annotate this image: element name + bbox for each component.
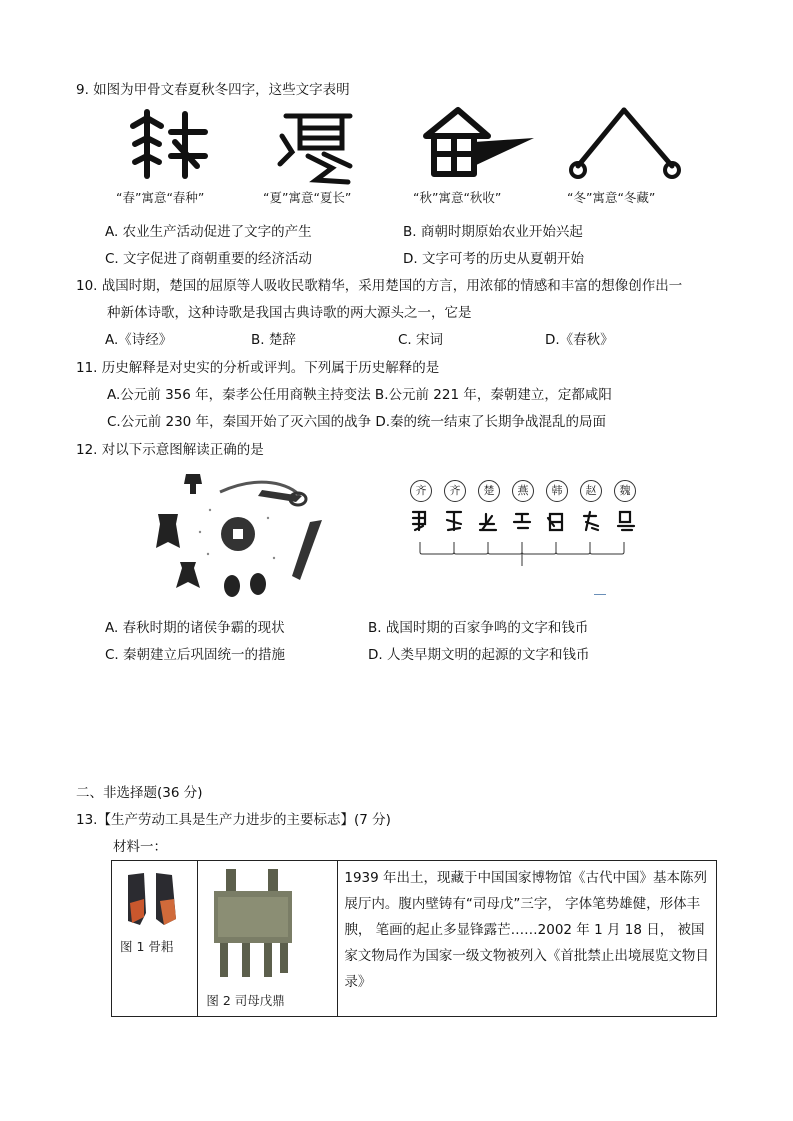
q12-option-b[interactable]: B. 战国时期的百家争鸣的文字和钱币 — [368, 620, 589, 636]
q9-option-d[interactable]: D. 文字可考的历史从夏朝开始 — [403, 251, 584, 267]
warring-states-coins-image — [150, 462, 325, 602]
q12-stem: 12. 对以下示意图解读正确的是 — [76, 442, 264, 458]
state-label: 齐 — [444, 480, 466, 502]
q10-stem-line1: 10. 战国时期，楚国的屈原等人吸收民歌精华，采用楚国的方言，用浓郁的情感和丰富的想像创作出一 — [76, 278, 683, 294]
oracle-chun-glyph — [125, 104, 215, 184]
fig2-caption: 图 2 司母戊鼎 — [206, 993, 285, 1008]
q10-stem-line2: 种新体诗歌，这种诗歌是我国古典诗歌的两大源头之一，它是 — [107, 305, 472, 321]
state-label: 燕 — [512, 480, 534, 502]
material-label: 材料一： — [113, 839, 167, 855]
q9-option-c[interactable]: C. 文字促进了商朝重要的经济活动 — [105, 251, 313, 267]
ancient-ma-scripts — [400, 504, 640, 574]
state-label: 韩 — [546, 480, 568, 502]
material-table — [111, 860, 717, 1017]
q10-option-a[interactable]: A.《诗经》 — [105, 332, 173, 348]
q10-option-b[interactable]: B. 楚辞 — [251, 332, 296, 348]
state-label: 齐 — [410, 480, 432, 502]
q12-option-a[interactable]: A. 春秋时期的诸侯争霸的现状 — [105, 620, 285, 636]
q10-option-c[interactable]: C. 宋词 — [398, 332, 444, 348]
fig1-caption: 图 1 骨耜 — [120, 939, 174, 954]
q11-options-ab[interactable]: A.公元前 356 年，秦孝公任用商鞅主持变法 B.公元前 221 年，秦朝建立，定都咸阳 — [107, 387, 612, 403]
stray-mark — [594, 594, 606, 595]
oracle-qiu-glyph — [418, 104, 538, 184]
oracle-xia-glyph — [272, 108, 362, 188]
bone-spade-image — [122, 869, 188, 929]
state-label: 魏 — [614, 480, 636, 502]
state-label: 赵 — [580, 480, 602, 502]
q12-option-d[interactable]: D. 人类早期文明的起源的文字和钱币 — [368, 647, 590, 663]
state-label: 楚 — [478, 480, 500, 502]
section2-title: 二、非选择题(36 分) — [76, 785, 203, 801]
caption-chun: “春”寓意“春种” — [116, 190, 205, 205]
fig1-cell — [112, 861, 198, 1017]
caption-dong: “冬”寓意“冬藏” — [567, 190, 656, 205]
simuwu-ding-image — [208, 867, 298, 979]
q10-option-d[interactable]: D.《春秋》 — [545, 332, 614, 348]
description-cell — [338, 861, 717, 1017]
oracle-dong-glyph — [564, 104, 684, 184]
caption-xia: “夏”寓意“夏长” — [263, 190, 352, 205]
q13-title: 13.【生产劳动工具是生产力进步的主要标志】(7 分) — [76, 812, 391, 828]
fig2-cell — [198, 861, 338, 1017]
q9-option-b[interactable]: B. 商朝时期原始农业开始兴起 — [403, 224, 583, 240]
q9-option-a[interactable]: A. 农业生产活动促进了文字的产生 — [105, 224, 312, 240]
ding-description: 1939 年出土，现藏于中国国家博物馆《古代中国》基本陈列展厅内。腹内壁铸有“司母戊”三字， 字体笔势雄健，形体丰腴， 笔画的起止多显锋露芒……2002 年 1 月 18 日， 被国家文物局作为国家一级文物被列入《首批禁止出境展览文物目录》 — [344, 870, 709, 990]
q11-stem: 11. 历史解释是对史实的分析或评判。下列属于历史解释的是 — [76, 360, 440, 376]
q12-option-c[interactable]: C. 秦朝建立后巩固统一的措施 — [105, 647, 286, 663]
seven-states-script-diagram — [400, 474, 640, 574]
q11-options-cd[interactable]: C.公元前 230 年，秦国开始了灭六国的战争 D.秦的统一结束了长期争战混乱的局面 — [107, 414, 607, 430]
q9-stem: 9. 如图为甲骨文春夏秋冬四字，这些文字表明 — [76, 82, 350, 98]
caption-qiu: “秋”寓意“秋收” — [413, 190, 502, 205]
